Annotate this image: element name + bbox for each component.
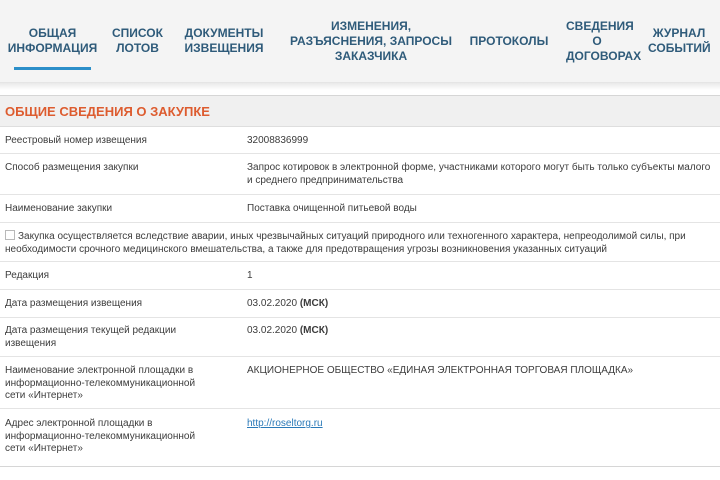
field-label: Наименование закупки (5, 203, 113, 214)
platform-address-link[interactable]: http://roseltorg.ru (247, 418, 323, 429)
field-label: Дата размещения текущей редакции извещения (5, 325, 177, 349)
tab-label: ОБЩАЯ ИНФОРМАЦИЯ (7, 26, 98, 55)
tab-label: ЖУРНАЛ СОБЫТИЙ (648, 26, 711, 55)
procurement-name-value: Поставка очищенной питьевой воды (247, 203, 417, 214)
field-label: Дата размещения извещения (5, 298, 143, 309)
emergency-checkbox[interactable] (5, 230, 15, 240)
row-platform-address (0, 409, 720, 465)
field-label: Адрес электронной площадки в информационно-телекоммуникационной сети «Интернет» (5, 418, 196, 454)
current-edition-date-value: 03.02.2020 (247, 325, 298, 336)
publication-date-value: 03.02.2020 (247, 298, 298, 309)
row-emergency-flag (0, 223, 720, 262)
row-procurement-name (0, 195, 720, 223)
row-procurement-method (0, 154, 720, 195)
timezone-label: (МСК) (299, 298, 329, 309)
tab-lots-list[interactable] (105, 0, 170, 82)
row-platform-name (0, 357, 720, 409)
tab-label: ДОКУМЕНТЫ ИЗВЕЩЕНИЯ (184, 26, 264, 55)
field-label: Наименование электронной площадки в информационно-телекоммуникационной сети «Интернет» (5, 365, 196, 401)
tab-label: СВЕДЕНИЯ О ДОГОВОРАХ (566, 18, 642, 63)
tab-general-info[interactable] (4, 0, 101, 82)
emergency-text: Закупка осуществляется вследствие аварии, иных чрезвычайных ситуаций природного или техногенного характера, непреодолимой силы, при необходимости срочного медицинского вмешательства, а также для предотвращения угрозы возникновения указанных ситуаций (5, 231, 686, 255)
tab-label: ПРОТОКОЛЫ (469, 33, 549, 48)
timezone-label: (МСК) (299, 325, 329, 336)
tab-contracts-info[interactable] (558, 0, 642, 82)
tab-label: ИЗМЕНЕНИЯ, РАЗЪЯСНЕНИЯ, ЗАПРОСЫ ЗАКАЗЧИКА (290, 18, 452, 63)
platform-name-value: АКЦИОНЕРНОЕ ОБЩЕСТВО «ЕДИНАЯ ЭЛЕКТРОННАЯ ТОРГОВАЯ ПЛОЩАДКА» (247, 365, 634, 376)
row-publication-date (0, 290, 720, 318)
tab-notice-documents[interactable] (178, 0, 270, 82)
procurement-method-value: Запрос котировок в электронной форме, участниками которого могут быть только субъекты малого и среднего предпринимательства (247, 162, 711, 186)
row-current-edition-date (0, 318, 720, 357)
field-label: Способ размещения закупки (5, 162, 139, 173)
emergency-flag (5, 230, 710, 256)
tab-protocols[interactable] (465, 0, 553, 82)
tab-label: СПИСОК ЛОТОВ (112, 26, 163, 55)
publication-date (247, 298, 712, 311)
general-info-panel (0, 95, 720, 467)
row-registry-number (0, 127, 720, 154)
tab-bar (0, 0, 720, 83)
tab-bar-shadow (0, 82, 720, 90)
current-edition-date (247, 325, 712, 338)
tab-event-log[interactable] (642, 0, 716, 82)
section-title: ОБЩИЕ СВЕДЕНИЯ О ЗАКУПКЕ (0, 96, 720, 127)
platform-address-value (247, 418, 712, 431)
row-edition (0, 262, 720, 290)
field-label: Реестровый номер извещения (5, 135, 147, 146)
tab-changes-clarifications[interactable] (282, 0, 460, 82)
edition-value: 1 (247, 270, 253, 281)
field-label: Редакция (5, 270, 50, 281)
registry-number-value: 32008836999 (247, 135, 309, 146)
